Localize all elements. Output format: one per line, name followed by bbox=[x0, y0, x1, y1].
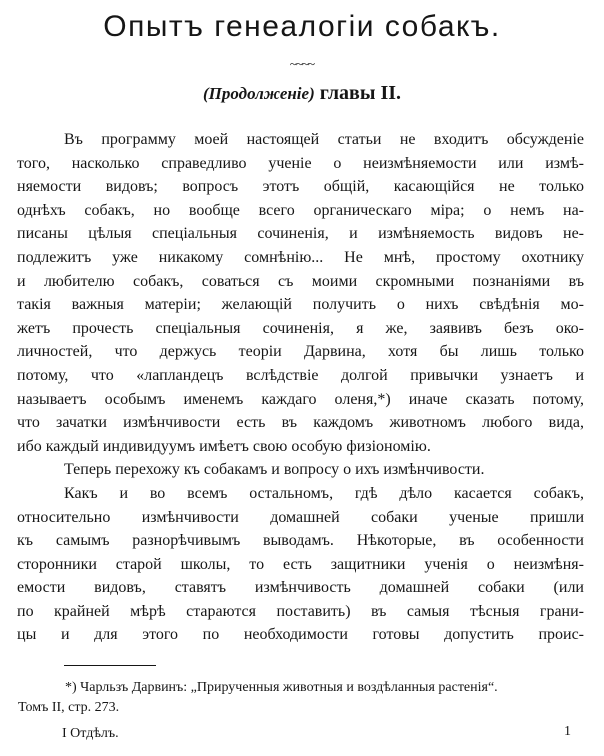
page-title: Опытъ генеалогіи собакъ. bbox=[103, 10, 501, 43]
footnote-line: *) Чарльзъ Дарвинъ: „Прирученныя животныя и воздѣланныя растенія“. bbox=[65, 680, 498, 695]
text-line: Теперь перехожу къ собакамъ и вопросу о ихъ измѣнчивости. bbox=[64, 461, 485, 479]
title-ornament: ~~~~ bbox=[289, 56, 315, 71]
text-line: что зачатки измѣнчивости есть въ каждомъ животномъ любого вида, bbox=[17, 414, 584, 432]
text-line: емости видовъ, ставятъ измѣнчивость домашней собаки (или bbox=[17, 579, 584, 597]
text-line: къ самымъ разнорѣчивымъ выводамъ. Нѣкоторые, въ особенности bbox=[17, 532, 584, 550]
text-line: и любителю собакъ, соваться съ моими скромными познаніями въ bbox=[17, 272, 584, 290]
text-line: ибо каждый индивидуумъ имѣетъ свою особую физіономію. bbox=[17, 437, 431, 455]
text-line: Въ программу моей настоящей статьи не входитъ обсужденіе bbox=[64, 131, 584, 148]
text-line: личностей, что держусь теоріи Дарвина, хотя бы лишь только bbox=[17, 343, 584, 361]
footnote bbox=[18, 678, 584, 718]
text-line: того, насколько справедливо ученіе о неизмѣняемости или измѣ- bbox=[17, 154, 584, 172]
paragraph-1 bbox=[17, 128, 584, 458]
paragraph-2 bbox=[64, 458, 584, 482]
chapter-label: главы II. bbox=[319, 82, 402, 104]
chapter-heading bbox=[0, 82, 604, 105]
text-line: по крайней мѣрѣ стараются поставить) въ самыя тѣсныя грани- bbox=[17, 602, 584, 620]
text-line: Какъ и во всемъ остальномъ, гдѣ дѣло касается собакъ, bbox=[64, 484, 584, 502]
section-label: I Отдѣлъ. bbox=[62, 726, 119, 741]
text-line: сторонники старой школы, то есть защитники ученія о неизмѣня- bbox=[17, 555, 584, 573]
text-line: однѣхъ собакъ, но вообще всего органическаго міра; о немъ на- bbox=[17, 201, 584, 219]
text-line: писаны цѣлыя спеціальныя сочиненія, и измѣняемость видовъ не- bbox=[17, 225, 584, 243]
text-line: жетъ прочесть спеціальныя сочиненія, я же, заявивъ безъ око- bbox=[17, 319, 584, 337]
text-line: потому, что «лапландецъ вслѣдствіе долгой привычки узнаетъ и bbox=[17, 366, 584, 384]
footnote-line: Томъ II, стр. 273. bbox=[18, 700, 120, 715]
text-line: относительно измѣнчивости домашней собаки ученые пришли bbox=[17, 508, 584, 526]
text-line: подлежитъ уже никакому сомнѣнію... Не мнѣ, простому охотнику bbox=[17, 248, 584, 266]
text-line: няемости видовъ; вопросъ этотъ общій, касающійся не только bbox=[17, 178, 584, 196]
text-line: называетъ особымъ именемъ каждаго оленя,*) иначе сказать потому, bbox=[17, 390, 584, 408]
text-line: такія важныя матеріи; желающій получить о нихъ свѣдѣнія мо- bbox=[17, 296, 584, 314]
text-line: цы и для этого по необходимости готовы допустить проис- bbox=[17, 626, 584, 644]
paragraph-3 bbox=[17, 482, 584, 647]
chapter-continuation-label: (Продолженіе) bbox=[202, 84, 315, 103]
article-body bbox=[17, 128, 584, 647]
footnote-divider bbox=[64, 665, 156, 666]
page-number: 1 bbox=[564, 724, 571, 739]
